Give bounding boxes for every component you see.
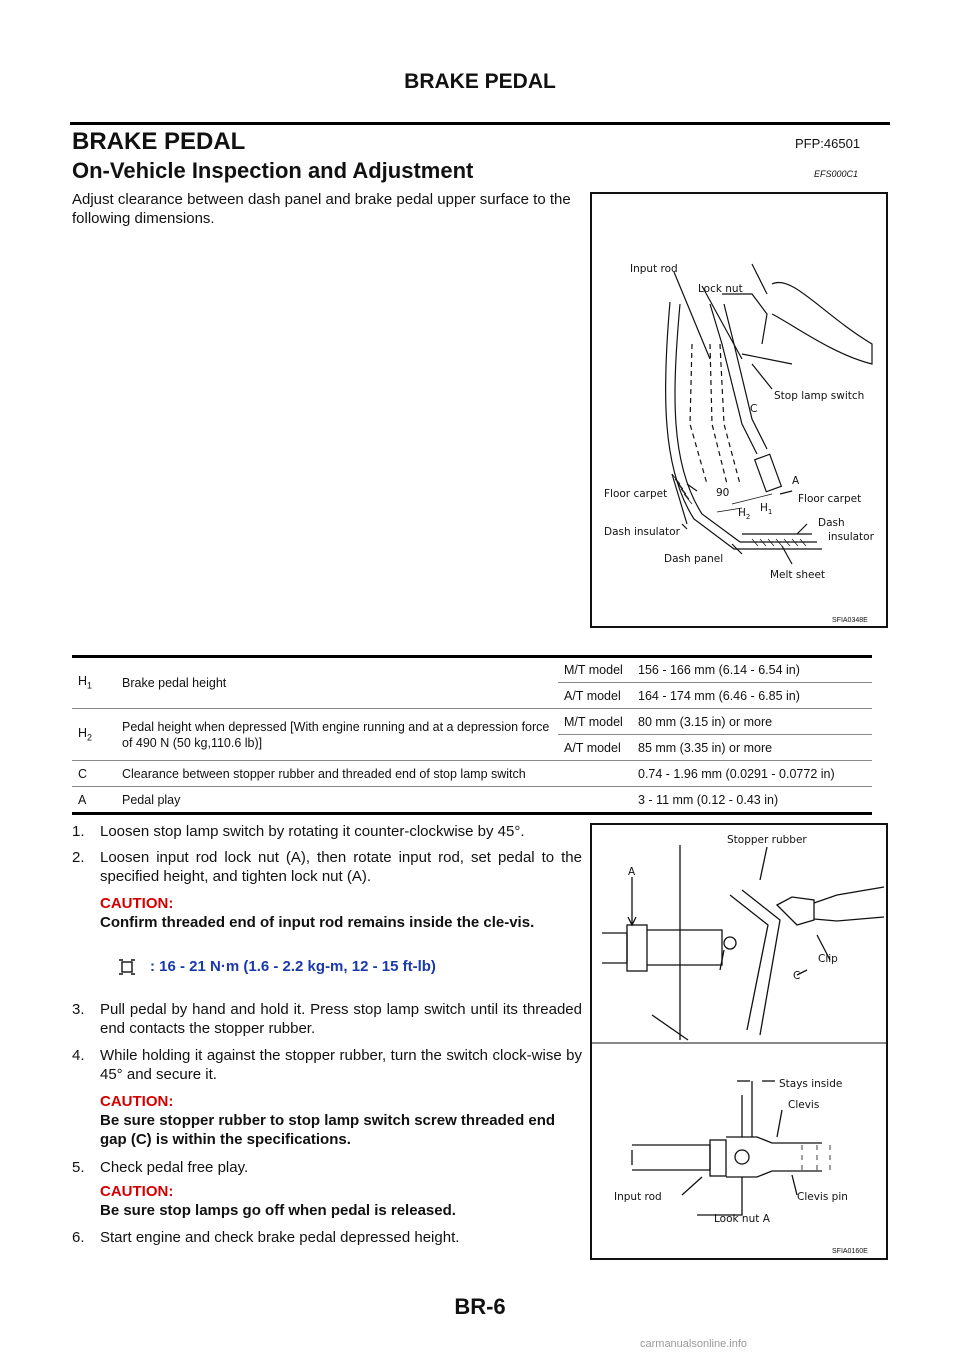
fig1-id: SFIA0348E bbox=[832, 617, 868, 624]
table-row bbox=[72, 761, 872, 787]
table-cell-model: A/T model bbox=[558, 683, 632, 709]
page-header: BRAKE PEDAL bbox=[404, 70, 556, 93]
fig1-label-lock-nut: Lock nut bbox=[698, 283, 743, 295]
table-cell-value: 80 mm (3.15 in) or more bbox=[632, 709, 872, 735]
table-cell-value: 156 - 166 mm (6.14 - 6.54 in) bbox=[632, 657, 872, 683]
table-cell-symbol: $H_2$ bbox=[72, 709, 116, 761]
fig1-label-a: A bbox=[792, 475, 800, 487]
table-cell-value: 3 - 11 mm (0.12 - 0.43 in) bbox=[632, 787, 872, 814]
table-cell-model: M/T model bbox=[558, 657, 632, 683]
fig1-label-stop-lamp-switch: Stop lamp switch bbox=[774, 390, 865, 402]
table-cell-model: A/T model bbox=[558, 735, 632, 761]
section-code: PFP:46501 bbox=[795, 136, 861, 151]
fig2-label-c: C bbox=[793, 970, 801, 982]
fig2-label-stays-inside: Stays inside bbox=[779, 1078, 843, 1090]
fig2-label-stopper-rubber: Stopper rubber bbox=[727, 834, 807, 846]
table-cell-symbol: C bbox=[72, 761, 116, 787]
fig2-label-clevis: Clevis bbox=[788, 1099, 820, 1111]
fig1-label-angle: 90 bbox=[716, 487, 730, 499]
pedal-height-figure bbox=[590, 192, 888, 628]
fig2-label-clevis-pin: Clevis pin bbox=[797, 1191, 848, 1203]
table-cell-value: 85 mm (3.35 in) or more bbox=[632, 735, 872, 761]
subsection-title: On-Vehicle Inspection and Adjustment bbox=[72, 158, 474, 183]
fig2-label-clip: Clip bbox=[818, 953, 838, 965]
fig1-label-floor-carpet-right: Floor carpet bbox=[798, 493, 862, 505]
subsection-code: EFS000C1 bbox=[814, 169, 859, 179]
table-row bbox=[72, 787, 872, 814]
fig1-label-c: C bbox=[750, 403, 758, 415]
table-cell-symbol: A bbox=[72, 787, 116, 814]
torque-spec: : 16 - 21 N·m (1.6 - 2.2 kg-m, 12 - 15 ft-lb) bbox=[150, 958, 436, 975]
table-row bbox=[72, 657, 872, 683]
fig2-label-input-rod: Input rod bbox=[614, 1191, 662, 1203]
pedal-height-diagram bbox=[592, 194, 886, 626]
fig1-label-dash-right: Dash bbox=[818, 517, 845, 529]
fig2-id: SFIA0160E bbox=[832, 1248, 868, 1255]
caution-3: CAUTION: Be sure stop lamps go off when pedal is released. bbox=[100, 1183, 456, 1219]
stop-lamp-switch-figure bbox=[590, 823, 888, 1260]
fig1-label-insulator-right: insulator bbox=[828, 531, 874, 543]
section-title: BRAKE PEDAL bbox=[72, 128, 246, 155]
table-cell-desc: Clearance between stopper rubber and threaded end of stop lamp switch bbox=[116, 761, 632, 787]
watermark: carmanualsonline.info bbox=[640, 1338, 748, 1350]
fig2-label-lock-nut-a: Look nut A bbox=[714, 1213, 770, 1225]
intro-text: Adjust clearance between dash panel and brake pedal upper surface to the following dimensions. bbox=[72, 191, 571, 227]
table-cell-symbol: $H_1$ bbox=[72, 657, 116, 709]
fig1-label-floor-carpet-left: Floor carpet bbox=[604, 488, 668, 500]
stop-lamp-switch-diagram bbox=[592, 825, 886, 1258]
table-cell-desc: Pedal height when depressed [With engine running and at a depression force of 490 N (50 kg,110.6 lb)] bbox=[116, 709, 558, 761]
fig1-label-dash-panel: Dash panel bbox=[664, 553, 724, 565]
table-cell-value: 0.74 - 1.96 mm (0.0291 - 0.0772 in) bbox=[632, 761, 872, 787]
spec-table bbox=[72, 657, 872, 815]
caution-2: CAUTION: Be sure stopper rubber to stop lamp switch screw threaded end gap (C) is within the specifications. bbox=[100, 1093, 556, 1148]
table-row bbox=[72, 709, 872, 735]
torque-wrench-icon bbox=[117, 957, 137, 977]
page-number: BR-6 bbox=[454, 1294, 506, 1319]
fig1-label-melt-sheet: Melt sheet bbox=[770, 569, 826, 581]
fig1-label-dash-insulator-left: Dash insulator bbox=[604, 526, 680, 538]
fig2-label-a: A bbox=[628, 866, 636, 878]
header-rule bbox=[70, 122, 890, 125]
caution-1: CAUTION: Confirm threaded end of input rod remains inside the cle-vis. bbox=[100, 895, 535, 931]
table-cell-desc: Brake pedal height bbox=[116, 657, 558, 709]
table-cell-desc: Pedal play bbox=[116, 787, 632, 814]
fig1-label-h2: $H_2$ bbox=[738, 507, 751, 521]
table-cell-model: M/T model bbox=[558, 709, 632, 735]
table-cell-value: 164 - 174 mm (6.46 - 6.85 in) bbox=[632, 683, 872, 709]
fig1-label-input-rod: Input rod bbox=[630, 263, 678, 275]
fig1-label-h1: $H_1$ bbox=[760, 502, 773, 516]
